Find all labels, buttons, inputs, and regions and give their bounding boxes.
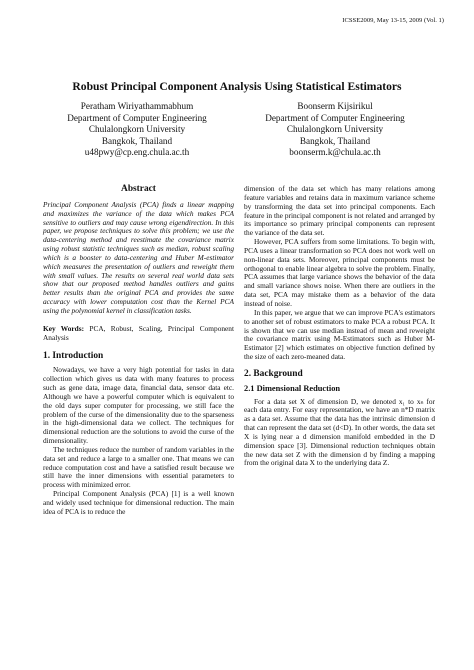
conference-header: ICSSE2009, May 13-15, 2009 (Vol. 1) bbox=[342, 17, 444, 24]
intro-paragraph-2: The techniques reduce the number of random variables in the data set and reduce a large to a smaller one. That means we can reduce computation cost and have a satisfied result because we still have the inner dimensions with essential parameters to process with minimized error. bbox=[43, 444, 234, 490]
background-paragraph: For a data set X of dimension D, we denoted x₁ to xₙ for each data entry. For easy representation, we have an n*D matrix as a data set. Assume that the data has the intrinsic dimension d that can represent the data set (d<D). In other words, the data set X is lying near a d dimension manifold embedded in the D dimension space [3]. Dimensional reduction techniques obtain the new data set Z with the dimension d by finding a mapping from the original data X to the underlying data Z. bbox=[244, 396, 435, 468]
intro-continuation: dimension of the data set which has many relations among feature variables and retains data in maximum variance scheme by transforming the data set into principal components. Each feature in the principal component is not related and arranged by its importance so primary principal components can represent the variance of the data set. bbox=[244, 184, 435, 238]
introduction-heading: 1. Introduction bbox=[43, 350, 104, 361]
intro-paragraph-1: Nowadays, we have a very high potential for tasks in data collection which gives us data with many features to process such as gene data, image data, financial data, sensor data etc. Although we have a powerful computer which is equivalent to the old days super computer for processing, we still face the problem of the curse of the dimensionality due to the sparseness in the high-dimensional data we collect. The techniques for dimensional reduction are the solutions to avoid the curse of the dimensionality. bbox=[43, 365, 234, 446]
abstract-heading: Abstract bbox=[121, 184, 156, 194]
background-heading: 2. Background bbox=[244, 368, 303, 379]
abstract-text: Principal Component Analysis (PCA) finds a linear mapping and maximizes the variance of the data which makes PCA sensitive to outliers and may cause wrong eigendirection. In this paper, we propose techniques to solve this problem; we use the data-centering method and reestimate the covariance matrix using robust statistic techniques such as median, robust scaling which is a booster to data-centering and Huber M-estimator which measures the presentation of outliers and reweight them with small values. The results on several real world data sets show that our proposed method handles outliers and gains better results than the original PCA and provides the same accuracy with lower computation cost than the Kernel PCA using the polynomial kernel in classification tasks. bbox=[43, 199, 234, 315]
author-department: Department of Computer Engineering bbox=[67, 112, 207, 123]
dimensional-reduction-heading: 2.1 Dimensional Reduction bbox=[244, 383, 341, 393]
author-email: boonserm.k@chula.ac.th bbox=[289, 147, 381, 158]
intro-paragraph-4: However, PCA suffers from some limitations. To begin with, PCA uses a linear transformation so PCA does not work well on non-linear data sets. Moreover, principal components must be orthogonal to enable linear algebra to solve the problem. Finally, PCA assumes that large variance shows the behavior of the data and small variance shows noise. When there are outliers in the data set, PCA may mistake them as a behavior of the data instead of noise. bbox=[244, 237, 435, 308]
left-column bbox=[43, 185, 234, 517]
author-university: Chulalongkorn University bbox=[88, 124, 186, 135]
intro-paragraph-5: In this paper, we argue that we can improve PCA's estimators to another set of robust estimators to make PCA a robust PCA. It is shown that we can use median instead of mean and reweight the covariance matrix using M-Estimators such as Huber M-Estimator [2] which estimates on objective function defined by the size of each zero-meaned data. bbox=[244, 307, 435, 362]
right-column bbox=[244, 185, 435, 468]
keywords bbox=[43, 325, 234, 343]
author-department: Department of Computer Engineering bbox=[265, 112, 405, 123]
author-city: Bangkok, Thailand bbox=[299, 135, 371, 146]
author-block-2 bbox=[240, 101, 430, 159]
author-name: Peratham Wiriyathammabhum bbox=[80, 101, 194, 111]
author-university: Chulalongkorn University bbox=[286, 124, 384, 135]
keywords-label: Key Words: bbox=[43, 323, 85, 333]
intro-paragraph-3: Principal Component Analysis (PCA) [1] is a well known and widely used technique for dimensional reduction. The main idea of PCA is to reduce the bbox=[43, 489, 234, 516]
author-city: Bangkok, Thailand bbox=[101, 135, 173, 146]
author-block-1 bbox=[42, 101, 232, 159]
keywords-text: PCA, Robust, Scaling, Principal Component Analysis bbox=[43, 323, 235, 342]
paper-title: Robust Principal Component Analysis Using Statistical Estimators bbox=[72, 80, 402, 93]
author-email: u48pwy@cp.eng.chula.ac.th bbox=[84, 147, 190, 158]
author-name: Boonserm Kijsirikul bbox=[297, 101, 373, 111]
